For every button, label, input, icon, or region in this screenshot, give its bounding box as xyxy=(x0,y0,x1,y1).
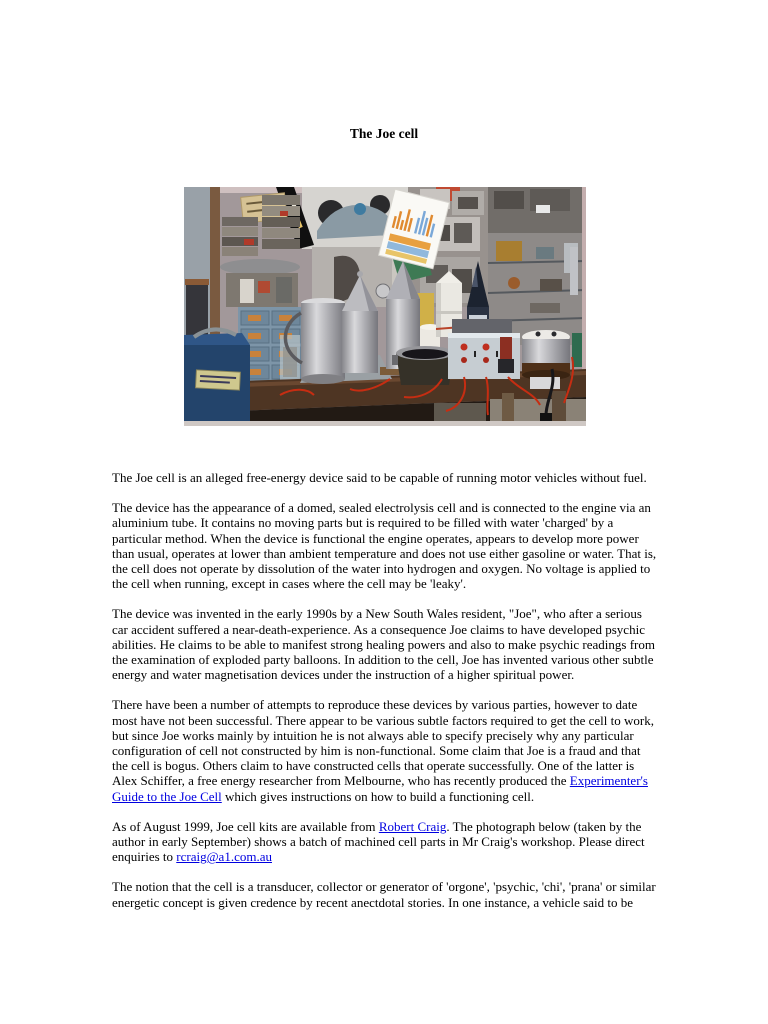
paragraph-device-description xyxy=(112,500,658,591)
workshop-photo-figure xyxy=(184,187,586,426)
paragraph-reproduction-attempts xyxy=(112,697,658,803)
paragraph-orgone xyxy=(112,879,658,909)
text-segment: The notion that the cell is a transducer, collector or generator of 'orgone', 'psychic, 'chi', 'prana' or similar energetic concept is given credence by recent anectdotal stories. In one instance, a vehicle said to be xyxy=(112,879,656,910)
article-body xyxy=(112,470,658,925)
text-segment: As of August 1999, Joe cell kits are available from xyxy=(112,818,379,834)
hyperlink[interactable]: Experimenter's Guide to the Joe Cell xyxy=(112,773,648,804)
text-segment: The device was invented in the early 1990s by a New South Wales resident, "Joe", who after a serious car accident suffered a near-death-experience. As a consequence Joe claims to have developed psychic abilities. He claims to be able to manifest strong healing powers and also to make psychic readings from the examination of exploded party balloons. In addition to the cell, Joe has invented various other subtle energy and water magnetisation devices under the instruction of a higher spiritual power. xyxy=(112,606,655,683)
text-segment: which gives instructions on how to build a functioning cell. xyxy=(221,788,535,804)
hyperlink[interactable]: Robert Craig xyxy=(378,818,447,834)
workshop-photo xyxy=(184,187,586,426)
paragraph-kits xyxy=(112,819,658,865)
text-segment: There have been a number of attempts to reproduce these devices by various parties, however to date most have not been successful. There appear to be various subtle factors required to get the cell to work, but since Joe works mainly by intuition he is not always able to specify precisely why any particular configuration of cell not constructed by him is non-functional. Some claim that Joe is a fraud and that the cell is bogus. Others claim to have constructed cells that operate successfully. One of the latter is Alex Schiffer, a free energy researcher from Melbourne, who has recently produced the xyxy=(112,697,654,789)
paragraph-intro xyxy=(112,470,658,485)
page-title: The Joe cell xyxy=(349,126,419,141)
text-segment: . The photograph below (taken by the author in early September) shows a batch of machined cell parts in Mr Craig's workshop. Please direct enquiries to xyxy=(112,818,645,865)
text-segment: The device has the appearance of a domed, sealed electrolysis cell and is connected to the engine via an aluminium tube. It contains no moving parts but is required to be filled with water 'charged' by a particular method. When the device is functional the engine operates, appears to develop more power than usual, operates at lower than ambient temperature and does not use either gasoline or water. That is, the cell does not operate by dissolution of the water into hydrogen and oxygen. No voltage is applied to the cell when running, except in cases where the cell may be 'leaky'. xyxy=(112,500,657,592)
paragraph-inventor xyxy=(112,606,658,682)
hyperlink[interactable]: rcraig@a1.com.au xyxy=(176,849,272,865)
text-segment: The Joe cell is an alleged free-energy device said to be capable of running motor vehicles without fuel. xyxy=(112,470,647,485)
